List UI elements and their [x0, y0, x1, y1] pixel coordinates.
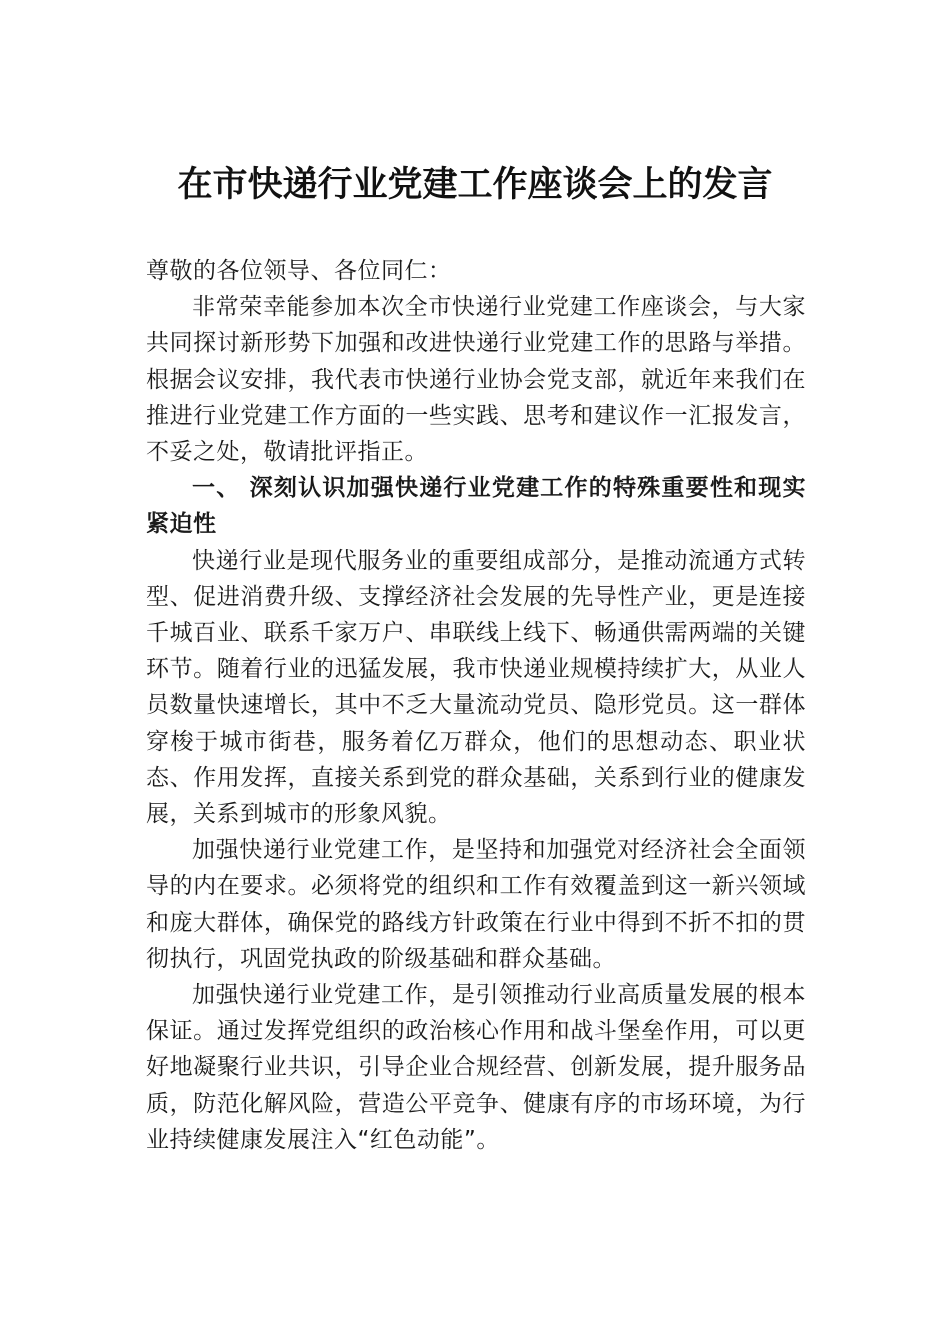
section-heading-1: 一、 深刻认识加强快递行业党建工作的特殊重要性和现实紧迫性 [146, 475, 806, 538]
paragraph: 加强快递行业党建工作，是坚持和加强党对经济社会全面领导的内在要求。必须将党的组织和工作有效覆盖到这一新兴领域和庞大群体，确保党的路线方针政策在行业中得到不折不扣的贯彻执行，巩固党执政的阶级基础和群众基础。 [146, 837, 806, 972]
paragraph-intro: 非常荣幸能参加本次全市快递行业党建工作座谈会，与大家共同探讨新形势下加强和改进快递行业党建工作的思路与举措。根据会议安排，我代表市快递行业协会党支部，就近年来我们在推进行业党建工作方面的一些实践、思考和建议作一汇报发言，不妥之处，敬请批评指正。 [146, 294, 806, 466]
paragraph: 快递行业是现代服务业的重要组成部分，是推动流通方式转型、促进消费升级、支撑经济社会发展的先导性产业，更是连接千城百业、联系千家万户、串联线上线下、畅通供需两端的关键环节。随着行业的迅猛发展，我市快递业规模持续扩大，从业人员数量快速增长，其中不乏大量流动党员、隐形党员。这一群体穿梭于城市街巷，服务着亿万群众，他们的思想动态、职业状态、作用发挥，直接关系到党的群众基础，关系到行业的健康发展，关系到城市的形象风貌。 [146, 547, 806, 828]
paragraph: 加强快递行业党建工作，是引领推动行业高质量发展的根本保证。通过发挥党组织的政治核心作用和战斗堡垒作用，可以更好地凝聚行业共识，引导企业合规经营、创新发展，提升服务品质，防范化解风险，营造公平竞争、健康有序的市场环境，为行业持续健康发展注入“红色动能”。 [146, 982, 806, 1153]
document-body [146, 253, 806, 1158]
document-title: 在市快递行业党建工作座谈会上的发言 [177, 164, 773, 205]
salutation: 尊敬的各位领导、各位同仁： [146, 258, 452, 284]
